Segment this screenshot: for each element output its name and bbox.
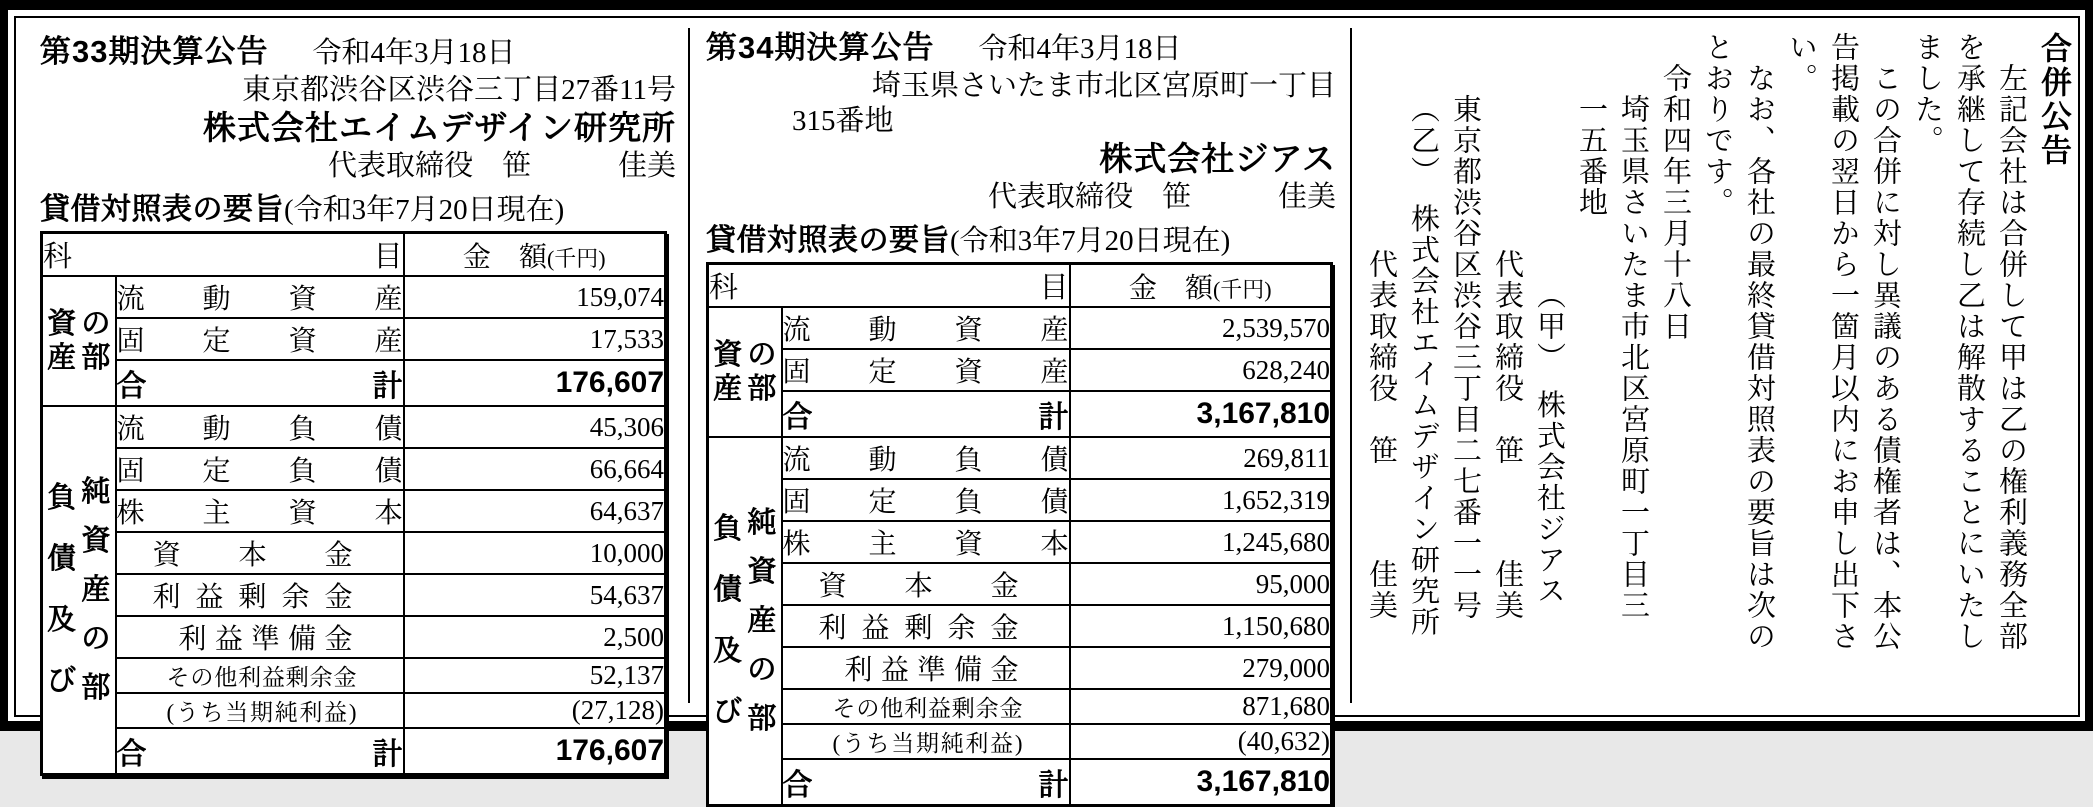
merger-company-kou: （甲） 株式会社ジアス [1533,280,1565,607]
item-cell: 株主資本 [782,521,1070,563]
merger-notice-panel [1352,18,2078,715]
notice-34-representative: 代表取締役 笹 佳美 [987,181,1336,213]
table-row [708,605,1332,647]
liabilities-total-row [708,759,1332,806]
amount-cell: 52,137 [404,658,666,693]
balance-sheet-table-33 [40,231,667,776]
amount-cell: 628,240 [1070,349,1332,391]
item-cell: (うち当期純利益) [782,724,1070,759]
item-cell: 固定資産 [782,349,1070,391]
table-row [42,490,666,532]
table-row [42,658,666,693]
table-row [708,349,1332,391]
header-subject-cell: 科目 [708,264,1070,308]
merger-line: ました。 [1911,32,1943,156]
item-cell: 資本金 [116,532,404,574]
total-amount-cell: 3,167,810 [1070,759,1332,806]
amount-unit: (千円) [546,245,606,271]
merger-vertical-text [1354,26,2074,705]
notice-34-date: 令和4年3月18日 [978,33,1182,65]
section-label-assets: 資産 の部 [708,307,782,437]
item-cell: 固定資産 [116,318,404,360]
table-header-row [708,264,1332,308]
assets-total-row [708,391,1332,437]
balance-sheet-table-34 [706,262,1333,807]
table-row [42,616,666,658]
header-amount-cell: 金 額(千円) [404,233,666,277]
item-cell: 固定負債 [116,448,404,490]
notice-33-header [40,26,680,71]
notice-34-header [706,22,1340,67]
item-cell: 利益剰余金 [782,605,1070,647]
table-row [708,563,1332,605]
merger-address-line: 埼玉県さいたま市北区宮原町一丁目三 [1617,94,1649,621]
table-row [708,689,1332,724]
item-cell: 株主資本 [116,490,404,532]
total-amount-cell: 176,607 [404,360,666,406]
amount-cell: 279,000 [1070,647,1332,689]
merger-date-line: 令和四年三月十八日 [1659,63,1691,342]
table-row [42,276,666,318]
notice-33-bs-caption [40,184,680,228]
amount-cell: 2,539,570 [1070,307,1332,349]
notice-panel-33 [16,18,688,771]
notice-34-address-line1: 埼玉県さいたま市北区宮原町一丁目 [871,70,1336,102]
table-row [708,647,1332,689]
merger-address-line: 東京都渋谷区渋谷三丁目二七番一一号 [1449,94,1481,621]
item-cell: 固定負債 [782,479,1070,521]
notice-panel-34 [690,18,1350,802]
header-subject-cell: 科目 [42,233,404,277]
amount-cell: 45,306 [404,406,666,448]
merger-line: 告掲載の翌日から一箇月以内にお申し出下さ [1827,32,1859,652]
total-label-cell: 合計 [116,360,404,406]
table-row [42,532,666,574]
notice-33-representative: 代表取締役 笹 佳美 [327,150,676,182]
item-cell: 資本金 [782,563,1070,605]
notice-33-date: 令和4年3月18日 [312,37,516,69]
item-cell: 流動負債 [116,406,404,448]
amount-cell: 1,245,680 [1070,521,1332,563]
page-content [16,18,2078,802]
amount-cell: 10,000 [404,532,666,574]
total-label-cell: 合計 [116,728,404,775]
amount-cell: (27,128) [404,693,666,728]
merger-representative: 代表取締役 笹 佳美 [1491,249,1523,621]
total-amount-cell: 176,607 [404,728,666,775]
table-row [708,521,1332,563]
bs-caption-asof: (令和3年7月20日現在) [950,225,1231,257]
item-cell: 利益準備金 [116,616,404,658]
notice-33-company-name: 株式会社エイムデザイン研究所 [202,109,676,146]
amount-cell: 1,652,319 [1070,479,1332,521]
amount-cell: 17,533 [404,318,666,360]
section-label-assets: 資産 の部 [42,276,116,406]
table-row [42,318,666,360]
notice-34-address-line2: 315番地 [792,105,894,137]
table-header-row [42,233,666,277]
table-row [42,406,666,448]
amount-cell: 54,637 [404,574,666,616]
bs-caption-title: 貸借対照表の要旨 [706,224,950,257]
item-cell: その他利益剰余金 [116,658,404,693]
notice-34-period-title: 第34期決算公告 [706,30,935,65]
item-cell: 流動負債 [782,437,1070,479]
merger-address-line: 一五番地 [1575,94,1607,218]
item-cell: 利益剰余金 [116,574,404,616]
notice-33-address: 東京都渋谷区渋谷三丁目27番11号 [242,74,676,106]
merger-representative: 代表取締役 笹 佳美 [1365,249,1397,621]
assets-total-row [42,360,666,406]
item-cell: その他利益剰余金 [782,689,1070,724]
notice-34-bs-caption [706,215,1340,259]
total-label-cell: 合計 [782,391,1070,437]
table-row [42,574,666,616]
bs-caption-asof: (令和3年7月20日現在) [284,194,565,226]
total-label-cell: 合計 [782,759,1070,806]
table-row [708,307,1332,349]
amount-cell: 66,664 [404,448,666,490]
merger-line: を承継して存続し乙は解散することにいたし [1953,32,1985,652]
liabilities-total-row [42,728,666,775]
table-row [708,479,1332,521]
bs-caption-title: 貸借対照表の要旨 [40,193,284,226]
section-label-liabilities: 負債及び 純資産の部 [42,406,116,775]
amount-cell: 2,500 [404,616,666,658]
merger-heading: 合併公告 [2036,32,2071,168]
table-row [42,693,666,728]
item-cell: 流動資産 [782,307,1070,349]
merger-line: い。 [1785,32,1817,94]
merger-line: この合併に対し異議のある債権者は、本公 [1869,63,1901,652]
amount-cell: 269,811 [1070,437,1332,479]
notice-34-company-name: 株式会社ジアス [1099,140,1336,177]
table-row [42,448,666,490]
amount-unit: (千円) [1212,276,1272,302]
amount-cell: 64,637 [404,490,666,532]
table-row [708,724,1332,759]
item-cell: 流動資産 [116,276,404,318]
amount-cell: 871,680 [1070,689,1332,724]
item-cell: (うち当期純利益) [116,693,404,728]
section-label-liabilities: 負債及び 純資産の部 [708,437,782,806]
amount-cell: (40,632) [1070,724,1332,759]
item-cell: 利益準備金 [782,647,1070,689]
header-amount-cell: 金 額(千円) [1070,264,1332,308]
notice-33-period-title: 第33期決算公告 [40,34,269,69]
merger-company-otsu: （乙） 株式会社エイムデザイン研究所 [1407,94,1439,638]
amount-cell: 95,000 [1070,563,1332,605]
amount-cell: 1,150,680 [1070,605,1332,647]
amount-cell: 159,074 [404,276,666,318]
merger-line: とおりです。 [1701,32,1733,218]
merger-line: なお、各社の最終貸借対照表の要旨は次の [1743,63,1775,652]
table-row [708,437,1332,479]
merger-line: 左記会社は合併して甲は乙の権利義務全部 [1995,63,2027,652]
total-amount-cell: 3,167,810 [1070,391,1332,437]
